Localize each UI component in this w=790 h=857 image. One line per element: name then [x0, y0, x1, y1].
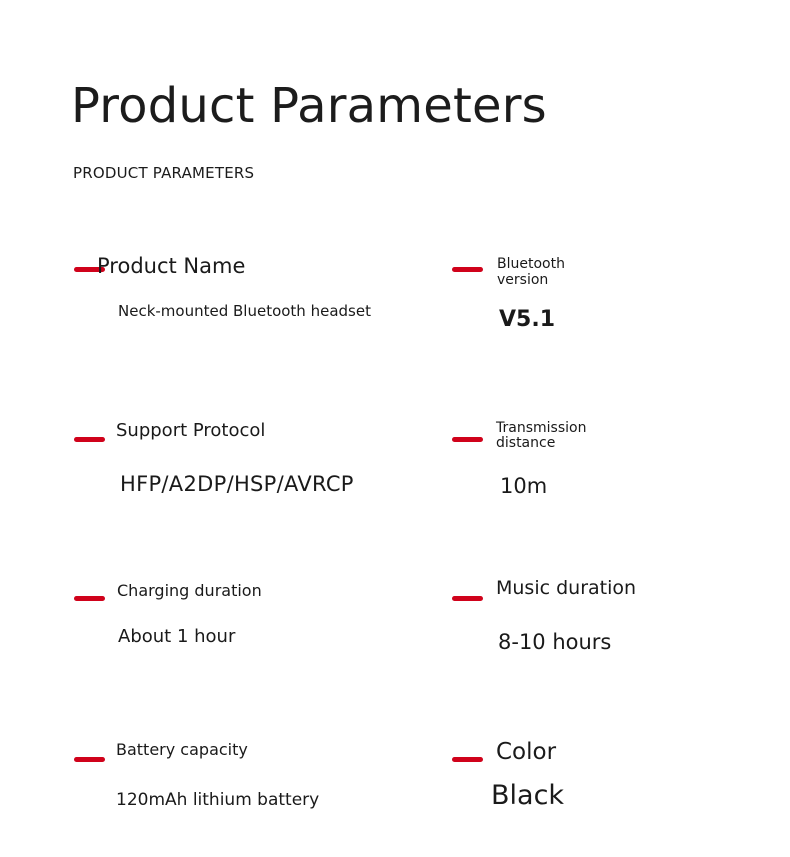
param-label: Color — [496, 739, 557, 765]
page-title: Product Parameters — [71, 78, 547, 134]
param-label: Battery capacity — [116, 740, 248, 759]
param-label: Music duration — [496, 577, 637, 599]
red-dash-marker — [452, 437, 483, 442]
red-dash-marker — [74, 596, 105, 601]
param-value: 8-10 hours — [498, 630, 612, 654]
red-dash-marker — [74, 757, 105, 762]
param-label: Charging duration — [117, 581, 262, 600]
param-value: Neck-mounted Bluetooth headset — [118, 302, 371, 320]
param-label: Bluetooth version — [497, 256, 565, 288]
param-label: Product Name — [97, 254, 246, 278]
param-label: Support Protocol — [116, 420, 266, 441]
red-dash-marker — [452, 596, 483, 601]
red-dash-marker — [74, 437, 105, 442]
red-dash-marker — [452, 757, 483, 762]
param-label: Transmission distance — [496, 420, 587, 451]
param-value: About 1 hour — [118, 626, 236, 647]
param-value: 10m — [500, 474, 548, 498]
param-value: V5.1 — [499, 307, 555, 332]
page-subtitle: PRODUCT PARAMETERS — [73, 164, 255, 182]
red-dash-marker — [452, 267, 483, 272]
param-value: HFP/A2DP/HSP/AVRCP — [120, 472, 354, 496]
param-value: Black — [491, 780, 565, 811]
param-value: 120mAh lithium battery — [116, 790, 320, 810]
